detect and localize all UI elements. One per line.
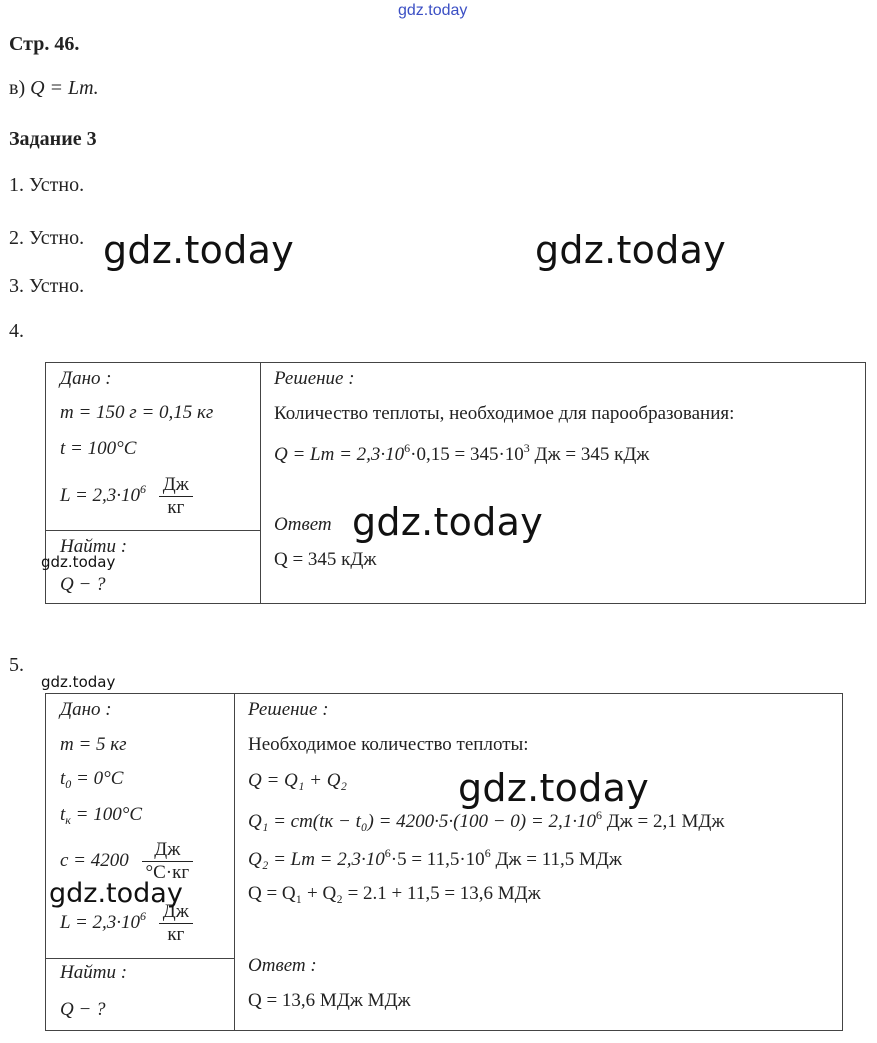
task-item-1: 1. Устно. xyxy=(9,174,85,196)
t2-answer-label: Ответ : xyxy=(248,955,317,976)
t1-find-label: Найти : xyxy=(60,536,128,557)
t2-eq1: Q = Q₁ + Q₂ xyxy=(248,770,348,791)
watermark-big-left: gdz.today xyxy=(103,228,295,272)
task-title: Задание 3 xyxy=(9,128,97,150)
t1-answer-value: Q = 345 кДж xyxy=(274,549,377,570)
t1-given-label: Дано : xyxy=(60,368,112,389)
t2-solution-label: Решение : xyxy=(248,699,329,720)
t2-eq3: $Q_2 = Lm = 2,3\cdot 10^6\cdot 5 = 11,5\cdot 10^6$ Дж = 11,5 МДж xyxy=(248,846,623,870)
watermark-top: gdz.today xyxy=(398,2,468,19)
item-v-prefix: в) xyxy=(9,77,26,99)
t2-given-label: Дано : xyxy=(60,699,112,720)
item-v-formula: Q = Lm. xyxy=(30,77,99,99)
task-item-5-number: 5. xyxy=(9,654,24,676)
t2-eq4: Q = Q₁ + Q₂ = 2.1 + 11,5 = 13,6 МДж xyxy=(248,883,541,904)
t1-given-m: m = 150 г = 0,15 кг xyxy=(60,402,214,423)
task-item-3: 3. Устно. xyxy=(9,275,85,297)
t2-given-t0: $t_0 = 0^\circ C$ xyxy=(60,768,124,791)
table-2-divider xyxy=(234,693,235,1030)
t2-answer-value: Q = 13,6 МДж МДж xyxy=(248,990,411,1011)
t2-given-L: $L = 2,3\cdot 10^6$ $\frac{Дж}{кг}$ xyxy=(60,901,193,946)
t2-given-c: c = 4200 $\frac{Дж}{^\circ C\cdot кг}$ xyxy=(60,839,193,884)
watermark-table2-big: gdz.today xyxy=(458,766,650,810)
watermark-table2-given: gdz.today xyxy=(49,878,183,909)
page-heading: Стр. 46. xyxy=(9,33,80,55)
t2-solution-text: Необходимое количество теплоты: xyxy=(248,734,529,755)
t2-given-m: m = 5 кг xyxy=(60,734,127,755)
table-2-given-divider xyxy=(45,958,234,959)
t1-L-unit-fraction: $\frac{Дж}{кг}$ xyxy=(159,474,193,519)
t2-L-unit-fraction: $\frac{Дж}{кг}$ xyxy=(159,901,193,946)
t2-find-label: Найти : xyxy=(60,962,128,983)
t2-c-unit-fraction: $\frac{Дж}{^\circ C\cdot кг}$ xyxy=(142,839,194,884)
t1-solution-formula: $Q = Lm = 2,3\cdot 10^6\cdot 0,15 = 345\cdot 10^3$ Дж = 345 кДж xyxy=(274,441,650,465)
t1-given-t: t = 100°C xyxy=(60,438,137,459)
task-item-2: 2. Устно. xyxy=(9,227,85,249)
t2-given-tk: $t_к = 100^\circ C$ xyxy=(60,804,142,827)
t2-eq2: $Q_1 = cm(tк - t_0) = 4200\cdot 5\cdot(100 - 0) = 2,1\cdot 10^6$ Дж = 2,1 МДж xyxy=(248,808,725,832)
watermark-big-right: gdz.today xyxy=(535,228,727,272)
task-item-4-number: 4. xyxy=(9,320,24,342)
table-1-divider xyxy=(260,362,261,603)
t1-given-L: $L = 2,3\cdot 10^6$ $\frac{Дж}{кг}$ xyxy=(60,474,193,519)
watermark-table1-answer: gdz.today xyxy=(352,500,544,544)
t1-solution-text: Количество теплоты, необходимое для парообразования: xyxy=(274,403,735,424)
t2-find-value: Q − ? xyxy=(60,999,106,1020)
t1-answer-label: Ответ xyxy=(274,514,332,535)
table-1-given-divider xyxy=(45,530,260,531)
t1-solution-label: Решение : xyxy=(274,368,355,389)
item-v xyxy=(9,77,99,100)
t1-find-value: Q − ? xyxy=(60,574,106,595)
watermark-table2-small: gdz.today xyxy=(41,673,116,691)
watermark-table1-small: gdz.today xyxy=(41,553,116,571)
